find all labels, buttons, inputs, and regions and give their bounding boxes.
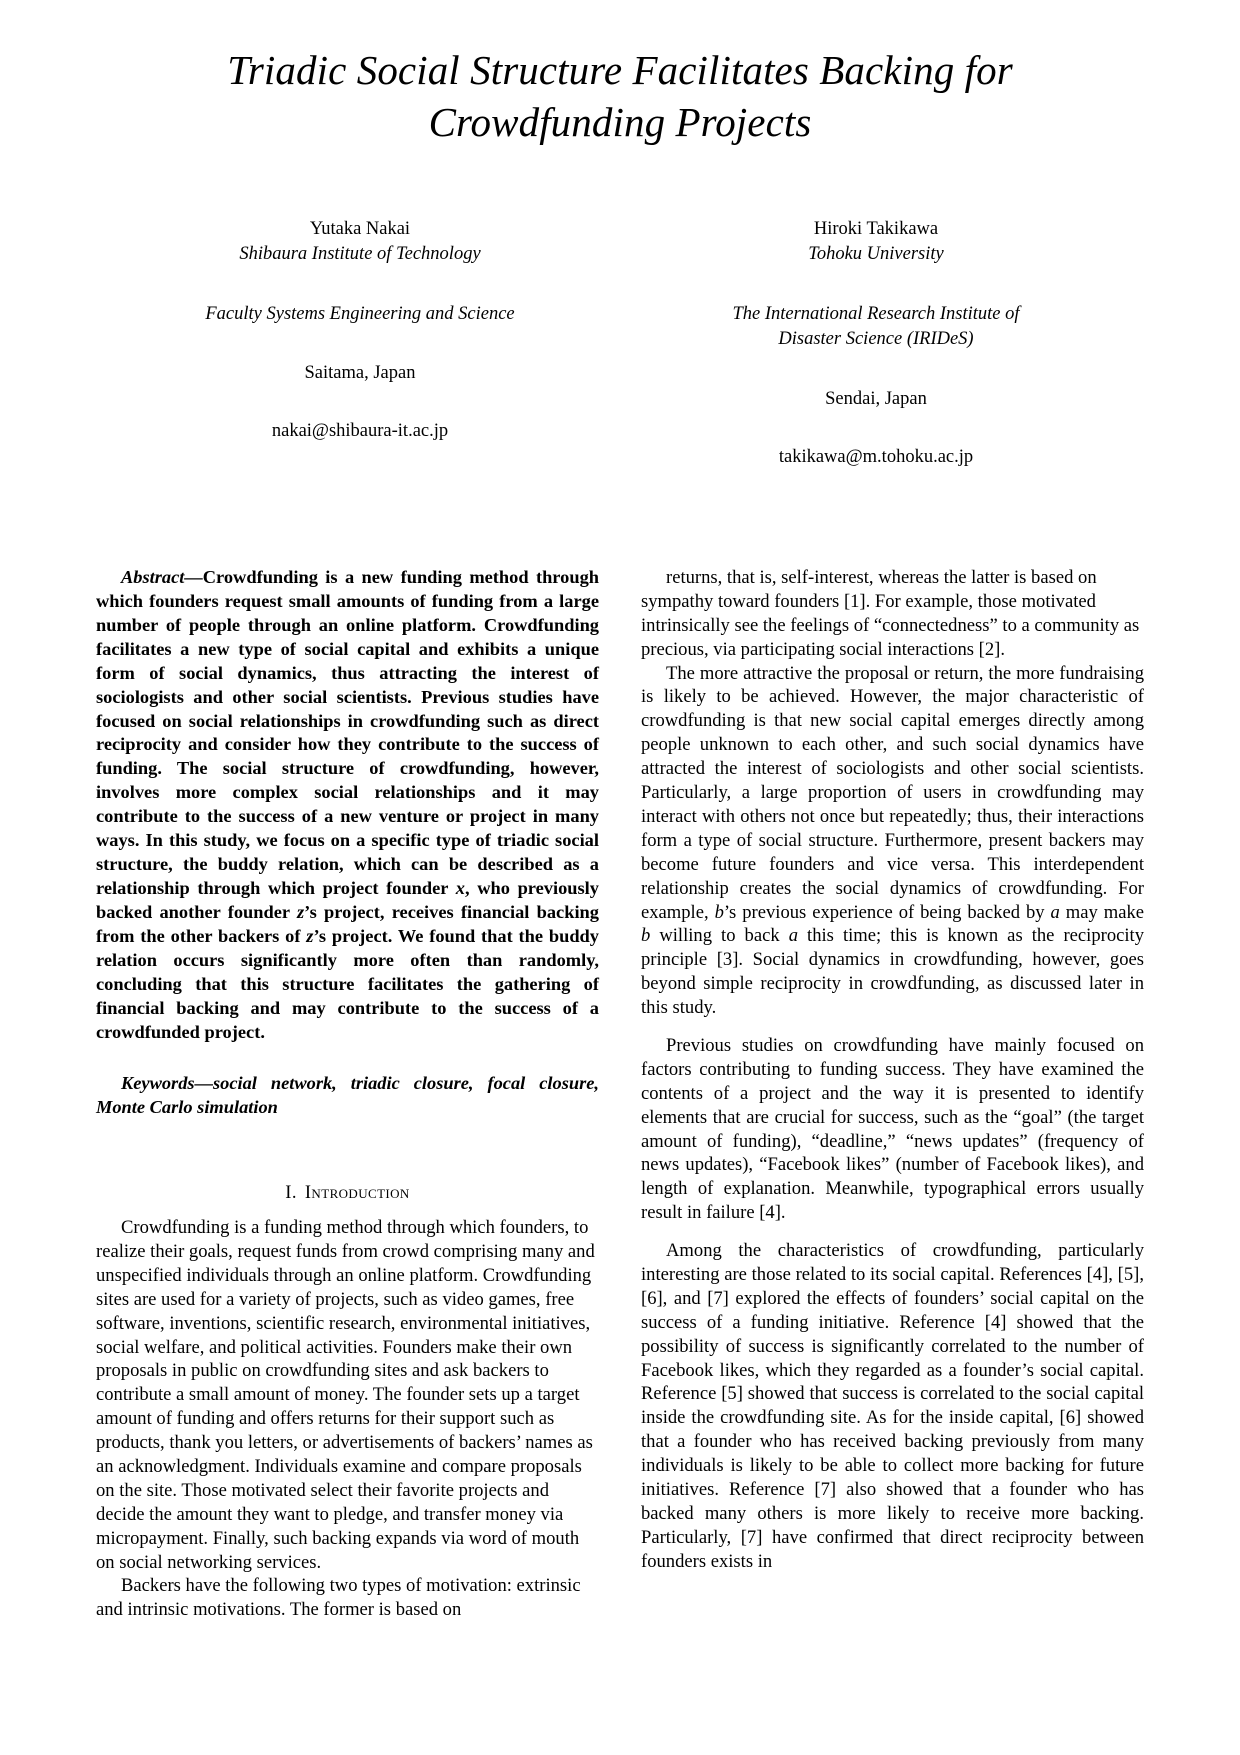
- abstract-var-x: x: [455, 878, 465, 899]
- abstract-label: Abstract—: [121, 567, 203, 588]
- right-paragraph-4: Among the characteristics of crowdfunding, particularly interesting are those related to its social capital. References [4], [5], [6], and [7] explored the effects of founders’ social capital on the success of a funding initiative. Reference [4] showed that the possibility of success is significantly correlated to the number of Facebook likes, which they regarded as a founder’s social capital. Reference [5] showed that success is correlated to the social capital inside the crowdfunding site. As for the inside capital, [6] showed that a founder who has received backing previously from many individuals is likely to be able to collect more backing for future initiatives. Reference [7] also showed that a founder who has backed many others is more likely to receive more backing. Particularly, [7] have confirmed that direct reciprocity between founders exists in: [641, 1240, 1144, 1572]
- abstract-text-4: ’s project. We found that the buddy relation occurs significantly more often than randomly, concluding that this structure facilitates the gathering of financial backing and may contribute to the success of a crowdfunded project.: [96, 925, 599, 1042]
- abstract-var-z-2: z: [306, 925, 314, 946]
- author-email[interactable]: takikawa@m.tohoku.ac.jp: [778, 446, 974, 467]
- right-p2-text-c: may make: [1059, 901, 1145, 923]
- column-right: [641, 566, 1144, 1622]
- author-email[interactable]: nakai@shibaura-it.ac.jp: [271, 421, 449, 441]
- author-name: Yutaka Nakai: [309, 218, 411, 239]
- page-title: Triadic Social Structure Facilitates Backing for Crowdfunding Projects: [227, 47, 1013, 146]
- author-city: Sendai, Japan: [825, 389, 927, 409]
- section-heading-introduction: [96, 1182, 599, 1206]
- author-name: Hiroki Takikawa: [813, 218, 939, 239]
- keywords-paragraph: [96, 1072, 599, 1120]
- author-entry-2: [618, 217, 1134, 470]
- left-paragraph-1: Crowdfunding is a funding method through which founders, to realize their goals, request funds from crowd comprising many and unspecified individuals through an online platform. Crowdfunding sites are used for a variety of projects, such as video games, free software, inventions, scientific research, environmental initiatives, social welfare, and political activities. Founders make their own proposals in public on crowdfunding sites and ask backers to contribute a small amount of money. The founder sets up a target amount of funding and offers returns for their support such as products, thank you letters, or advertisements of backers’ names as an acknowledgment. Individuals examine and compare proposals on the site. Those motivated select their favorite projects and decide the amount they want to pledge, and transfer money via micropayment. Finally, such backing expands via word of mouth on social networking services.: [96, 1217, 595, 1573]
- abstract-text-1: Crowdfunding is a new funding method through which founders request small amounts of funding from a large number of people through an online platform. Crowdfunding facilitates a new type of social capital and exhibits a unique form of social dynamics, thus attracting the interest of sociologists and other social scientists. Previous studies have focused on social relationships in crowdfunding such as direct reciprocity and consider how they contribute to the success of funding. The social structure of crowdfunding, however, involves more complex social relationships and it may contribute to the success of a new venture or project in many ways. In this study, we focus on a specific type of triadic social structure, the buddy relation, which can be described as a relationship through which project founder: [96, 567, 599, 899]
- right-p2-var-a-2: a: [788, 925, 798, 947]
- right-p2-text-a: The more attractive the proposal or return, the more fundraising is likely to be achieved. However, the major characteristic of crowdfunding is that new social capital emerges directly among people unknown to each other, and such social dynamics have attracted the interest of sociologists and other social scientists. Particularly, a large proportion of users in crowdfunding may interact with others not once but repeatedly; thus, their interactions form a type of social structure. Furthermore, present backers may become future founders and vice versa. This interdependent relationship creates the social dynamics of crowdfunding. For example,: [641, 662, 1144, 923]
- right-p2-text-d: willing to back: [650, 925, 789, 947]
- author-department: The International Research Institute of Disaster Science (IRIDeS): [732, 303, 1020, 350]
- right-paragraph-3: Previous studies on crowdfunding have mainly focused on factors contributing to funding success. They have examined the contents of a project and the way it is presented to identify elements that are crucial for success, such as the “goal” (the target amount of funding), “deadline,” “news updates” (frequency of news updates), “Facebook likes” (number of Facebook likes), and length of explanation. Meanwhile, typographical errors usually result in failure [4].: [641, 1034, 1144, 1224]
- author-affiliation: Tohoku University: [808, 244, 944, 265]
- body-columns: [96, 566, 1144, 1622]
- keywords-text: social network, triadic closure, focal closure, Monte Carlo simulation: [96, 1073, 599, 1118]
- right-p2-var-b-2: b: [641, 925, 651, 947]
- keywords-label: Keywords—: [121, 1073, 213, 1094]
- abstract-var-z-1: z: [296, 901, 305, 922]
- right-paragraph-2: [641, 662, 1144, 1020]
- author-entry-1: [102, 217, 618, 470]
- right-p2-text-e: this time; this is known as the reciprocity principle [3]. Social dynamics in crowdfunding, however, goes beyond simple reciprocity in crowdfunding, as discussed later in this study.: [641, 925, 1144, 1019]
- title-block: [96, 0, 1144, 149]
- right-p2-var-b-1: b: [714, 901, 724, 923]
- section-title: Introduction: [304, 1183, 410, 1204]
- author-affiliation: Shibaura Institute of Technology: [239, 244, 481, 265]
- abstract-text-2: , who previously backed another founder: [96, 878, 599, 922]
- right-p2-var-a-1: a: [1050, 901, 1060, 923]
- author-block: [96, 217, 1144, 470]
- author-city: Saitama, Japan: [304, 363, 416, 384]
- left-paragraph-2: Backers have the following two types of motivation: extrinsic and intrinsic motivations. The former is based on: [96, 1575, 581, 1621]
- column-left: [96, 566, 599, 1622]
- right-paragraph-1: returns, that is, self-interest, whereas the latter is based on sympathy toward founders [1]. For example, those motivated intrinsically see the feelings of “connectedness” to a community as precious, via participating social interactions [2].: [641, 567, 1140, 660]
- author-department: Faculty Systems Engineering and Science: [205, 303, 515, 324]
- abstract-text-3: ’s project, receives financial backing from the other backers of: [96, 901, 599, 946]
- abstract-paragraph: [96, 566, 599, 1044]
- right-p2-text-b: ’s previous experience of being backed by: [723, 901, 1051, 923]
- section-numeral: I.: [285, 1183, 297, 1204]
